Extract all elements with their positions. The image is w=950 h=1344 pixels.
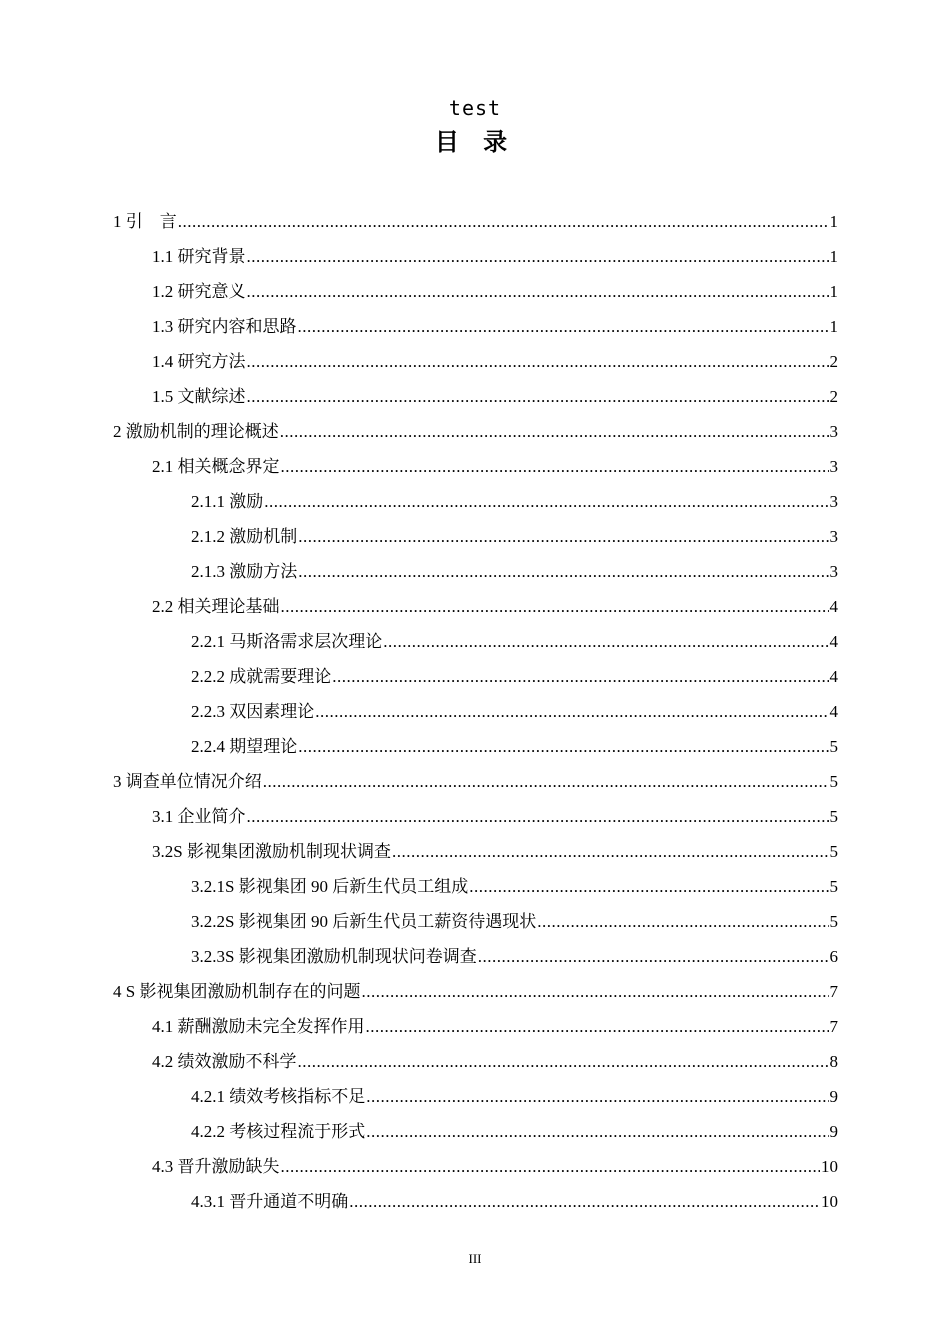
- toc-dot-leader: [366, 1009, 829, 1044]
- toc-entry[interactable]: [0, 1149, 838, 1184]
- toc-entry[interactable]: [0, 379, 838, 414]
- toc-entry-page: 4: [829, 667, 838, 686]
- toc-entry-page: 7: [829, 1017, 838, 1036]
- toc-entry-title: 2.1.2 激励机制: [191, 527, 298, 546]
- toc-dot-leader: [281, 449, 829, 484]
- toc-entry[interactable]: [0, 1044, 838, 1079]
- toc-entry-page: 9: [829, 1122, 838, 1141]
- toc-entry[interactable]: [0, 484, 838, 519]
- toc-entry-title: 1.4 研究方法: [152, 352, 246, 371]
- toc-entry-title: 4.2.2 考核过程流于形式: [191, 1122, 366, 1141]
- toc-entry-page: 5: [829, 737, 838, 756]
- toc-dot-leader: [349, 1184, 820, 1219]
- toc-dot-leader: [298, 309, 829, 344]
- toc-entry-page: 5: [829, 842, 838, 861]
- toc-entry-page: 3: [829, 562, 838, 581]
- toc-entry-page: 3: [829, 527, 838, 546]
- toc-entry-title: 3.2S 影视集团激励机制现状调查: [152, 842, 391, 861]
- toc-dot-leader: [383, 624, 828, 659]
- toc-entry[interactable]: [0, 694, 838, 729]
- toc-dot-leader: [478, 939, 829, 974]
- toc-dot-leader: [298, 554, 828, 589]
- toc-entry[interactable]: [0, 274, 838, 309]
- page-number: III: [468, 1251, 482, 1266]
- toc-entry[interactable]: [0, 799, 838, 834]
- toc-entry-page: 3: [829, 457, 838, 476]
- toc-entry[interactable]: [0, 1114, 838, 1149]
- toc-entry[interactable]: [0, 869, 838, 904]
- toc-entry[interactable]: [0, 239, 838, 274]
- toc-entry-title: 2.1 相关概念界定: [152, 457, 280, 476]
- toc-dot-leader: [332, 659, 828, 694]
- toc-dot-leader: [392, 834, 829, 869]
- toc-entry-page: 7: [829, 982, 838, 1001]
- toc-entry[interactable]: [0, 589, 838, 624]
- toc-dot-leader: [298, 1044, 829, 1079]
- toc-dot-leader: [281, 589, 829, 624]
- toc-dot-leader: [361, 974, 828, 1009]
- toc-entry[interactable]: [0, 764, 838, 799]
- toc-entry-page: 4: [829, 597, 838, 616]
- toc-entry-title: 2.2.1 马斯洛需求层次理论: [191, 632, 383, 651]
- toc-entry-title: 1.5 文献综述: [152, 387, 246, 406]
- toc-entry[interactable]: [0, 834, 838, 869]
- toc-entry[interactable]: [0, 659, 838, 694]
- toc-entry[interactable]: [0, 204, 838, 239]
- toc-dot-leader: [280, 414, 829, 449]
- toc-dot-leader: [247, 239, 829, 274]
- toc-dot-leader: [366, 1079, 828, 1114]
- toc-entry-title: 2.1.3 激励方法: [191, 562, 298, 581]
- toc-entry[interactable]: [0, 1184, 838, 1219]
- toc-entry-page: 4: [829, 632, 838, 651]
- toc-entry-title: 3.2.2S 影视集团 90 后新生代员工薪资待遇现状: [191, 912, 537, 931]
- toc-entry-page: 1: [829, 247, 838, 266]
- toc-entry-page: 4: [829, 702, 838, 721]
- toc-entry-page: 9: [829, 1087, 838, 1106]
- toc-entry-title: 4.1 薪酬激励未完全发挥作用: [152, 1017, 365, 1036]
- toc-dot-leader: [178, 204, 829, 239]
- toc-entry[interactable]: [0, 729, 838, 764]
- toc-dot-leader: [315, 694, 828, 729]
- toc-entry-page: 1: [829, 317, 838, 336]
- toc-entry-title: 4 S 影视集团激励机制存在的问题: [113, 982, 361, 1001]
- toc-entry-title: 1.2 研究意义: [152, 282, 246, 301]
- toc-entry-page: 2: [829, 387, 838, 406]
- toc-entry-title: 2.2.2 成就需要理论: [191, 667, 332, 686]
- toc-entry-page: 1: [829, 282, 838, 301]
- toc-entry-title: 2.2.4 期望理论: [191, 737, 298, 756]
- toc-entry-title: 1.1 研究背景: [152, 247, 246, 266]
- toc-entry-title: 1.3 研究内容和思路: [152, 317, 297, 336]
- toc-dot-leader: [298, 729, 828, 764]
- toc-entry-title: 3.2.1S 影视集团 90 后新生代员工组成: [191, 877, 469, 896]
- toc-entry-page: 5: [829, 772, 838, 791]
- toc-entry-title: 4.2.1 绩效考核指标不足: [191, 1087, 366, 1106]
- toc-dot-leader: [264, 484, 828, 519]
- toc-entry-page: 3: [829, 422, 838, 441]
- toc-entry[interactable]: [0, 554, 838, 589]
- header-note: test: [448, 96, 502, 120]
- toc-entry[interactable]: [0, 414, 838, 449]
- toc-entry-title: 1 引 言: [113, 212, 177, 231]
- toc-entry[interactable]: [0, 344, 838, 379]
- toc-entry-page: 10: [821, 1157, 838, 1176]
- toc-dot-leader: [366, 1114, 828, 1149]
- toc-entry-title: 2.2 相关理论基础: [152, 597, 280, 616]
- toc-dot-leader: [247, 344, 829, 379]
- toc-entry-title: 4.3 晋升激励缺失: [152, 1157, 280, 1176]
- toc-entry-page: 5: [829, 807, 838, 826]
- toc-dot-leader: [263, 764, 829, 799]
- toc-entry[interactable]: [0, 974, 838, 1009]
- toc-entry-page: 6: [829, 947, 838, 966]
- toc-entry[interactable]: [0, 939, 838, 974]
- toc-entry-page: 5: [829, 912, 838, 931]
- table-of-contents: [0, 204, 950, 1219]
- toc-entry-page: 3: [829, 492, 838, 511]
- toc-entry-title: 2.2.3 双因素理论: [191, 702, 315, 721]
- toc-entry-page: 1: [829, 212, 838, 231]
- toc-entry-title: 4.2 绩效激励不科学: [152, 1052, 297, 1071]
- toc-entry-title: 2.1.1 激励: [191, 492, 264, 511]
- toc-dot-leader: [247, 799, 829, 834]
- toc-entry-page: 10: [821, 1192, 838, 1211]
- toc-dot-leader: [281, 1149, 821, 1184]
- toc-dot-leader: [247, 379, 829, 414]
- toc-entry[interactable]: [0, 904, 838, 939]
- toc-entry[interactable]: [0, 309, 838, 344]
- toc-entry[interactable]: [0, 519, 838, 554]
- toc-entry[interactable]: [0, 449, 838, 484]
- toc-dot-leader: [469, 869, 828, 904]
- toc-entry[interactable]: [0, 624, 838, 659]
- toc-entry-title: 4.3.1 晋升通道不明确: [191, 1192, 349, 1211]
- toc-entry-title: 3 调查单位情况介绍: [113, 772, 262, 791]
- toc-entry-title: 2 激励机制的理论概述: [113, 422, 279, 441]
- toc-entry-page: 5: [829, 877, 838, 896]
- toc-entry[interactable]: [0, 1009, 838, 1044]
- toc-entry-title: 3.1 企业简介: [152, 807, 246, 826]
- toc-entry-page: 8: [829, 1052, 838, 1071]
- toc-entry[interactable]: [0, 1079, 838, 1114]
- page-title: 目 录: [434, 128, 516, 156]
- toc-entry-title: 3.2.3S 影视集团激励机制现状问卷调查: [191, 947, 477, 966]
- toc-dot-leader: [537, 904, 828, 939]
- toc-dot-leader: [247, 274, 829, 309]
- toc-entry-page: 2: [829, 352, 838, 371]
- toc-dot-leader: [298, 519, 828, 554]
